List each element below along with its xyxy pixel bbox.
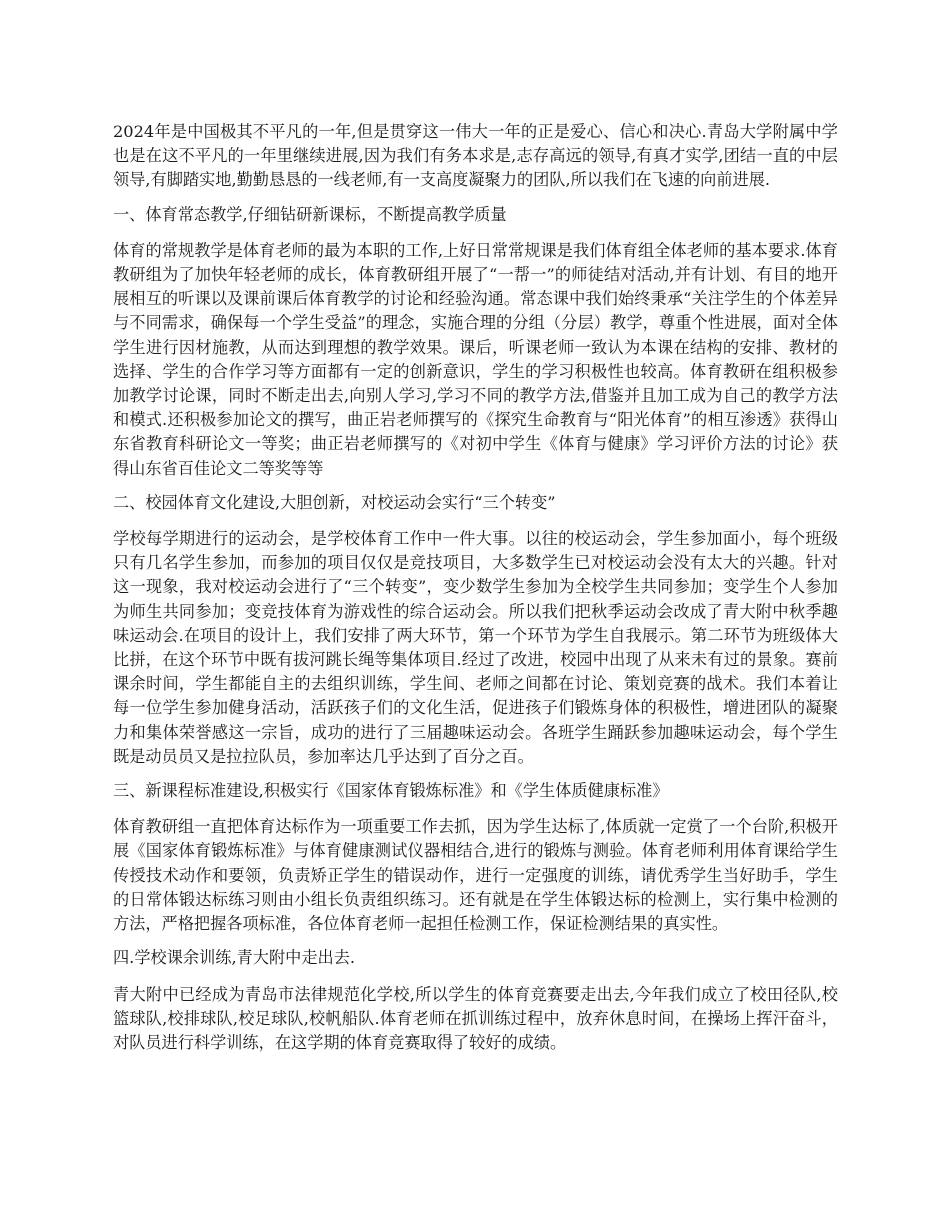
intro-paragraph: 2024年是中国极其不平凡的一年,但是贯穿这一伟大一年的正是爱心、信心和决心.青岛大学附属中学也是在这不平凡的一年里继续进展,因为我们有务本求是,志存高远的领导,有真才实学,团结一直的中层领导,有脚踏实地,勤勤恳恳的一线老师,有一支高度凝聚力的团队,所以我们在飞速的向前进展.	[113, 122, 838, 190]
section-4-heading: 四.学校课余训练,青大附中走出去.	[113, 948, 356, 968]
section-1-heading: 一、体育常态教学,仔细钻研新课标，不断提高教学质量	[113, 204, 507, 224]
section-3-heading: 三、新课程标准建设,积极实行《国家体育锻炼标准》和《学生体质健康标准》	[113, 781, 669, 801]
section-3-body: 体育教研组一直把体育达标作为一项重要工作去抓，因为学生达标了,体质就一定赏了一个台阶,积极开展《国家体育锻炼标准》与体育健康测试仪器相结合,进行的锻炼与测验。体育老师利用体育课给学生传授技术动作和要领，负责矫正学生的错误动作，进行一定强度的训练，请优秀学生当好助手，学生的日常体锻达标练习则由小组长负责组织练习。还有就是在学生体锻达标的检测上，实行集中检测的方法，严格把握各项标准，各位体育老师一起担任检测工作，保证检测结果的真实性。	[113, 817, 838, 934]
section-2-body: 学校每学期进行的运动会，是学校体育工作中一件大事。以往的校运动会，学生参加面小，每个班级只有几名学生参加，而参加的项目仅仅是竞技项目，大多数学生已对校运动会没有太大的兴趣。针对这一现象，我对校运动会进行了“三个转变”，变少数学生参加为全校学生共同参加；变学生个人参加为师生共同参加；变竞技体育为游戏性的综合运动会。所以我们把秋季运动会改成了青大附中秋季趣味运动会.在项目的设计上，我们安排了两大环节，第一个环节为学生自我展示。第二环节为班级体大比拼，在这个环节中既有拔河跳长绳等集体项目.经过了改进，校园中出现了从来未有过的景象。赛前课余时间，学生都能自主的去组织训练，学生间、老师之间都在讨论、策划竞赛的战术。我们本着让每一位学生参加健身活动，活跃孩子们的文化生活，促进孩子们锻炼身体的积极性，增进团队的凝聚力和集体荣誉感这一宗旨，成功的进行了三届趣味运动会。各班学生踊跃参加趣味运动会，每个学生既是动员员又是拉拉队员，参加率达几乎达到了百分之百。	[113, 529, 838, 766]
section-1-body: 体育的常规教学是体育老师的最为本职的工作,上好日常常规课是我们体育组全体老师的基本要求.体育教研组为了加快年轻老师的成长，体育教研组开展了“一帮一”的师徒结对活动,并有计划、有目的地开展相互的听课以及课前课后体育教学的讨论和经验沟通。常态课中我们始终秉承“关注学生的个体差异与不同需求，确保每一个学生受益”的理念，实施合理的分组（分层）教学，尊重个性进展，面对全体学生进行因材施教，从而达到理想的教学效果。课后，听课老师一致认为本课在结构的安排、教材的选择、学生的合作学习等方面都有一定的创新意识，学生的学习积极性也较高。体育教研在组积极参加教学讨论课，同时不断走出去,向别人学习,学习不同的教学方法,借鉴并且加工成为自己的教学方法和模式.还积极参加论文的撰写，曲正岩老师撰写的《探究生命教育与“阳光体育”的相互渗透》获得山东省教育科研论文一等奖；曲正岩老师撰写的《对初中学生《体育与健康》学习评价方法的讨论》获得山东省百佳论文二等奖等等	[113, 240, 838, 478]
document-page	[113, 120, 838, 1065]
section-2-heading: 二、校园体育文化建设,大胆创新，对校运动会实行“三个转变”	[113, 492, 556, 512]
section-4-body: 青大附中已经成为青岛市法律规范化学校,所以学生的体育竞赛要走出去,今年我们成立了校田径队,校篮球队,校排球队,校足球队,校帆船队.体育老师在抓训练过程中，放弃休息时间，在操场上挥汗奋斗，对队员进行科学训练，在这学期的体育竞赛取得了较好的成绩。	[113, 984, 838, 1052]
